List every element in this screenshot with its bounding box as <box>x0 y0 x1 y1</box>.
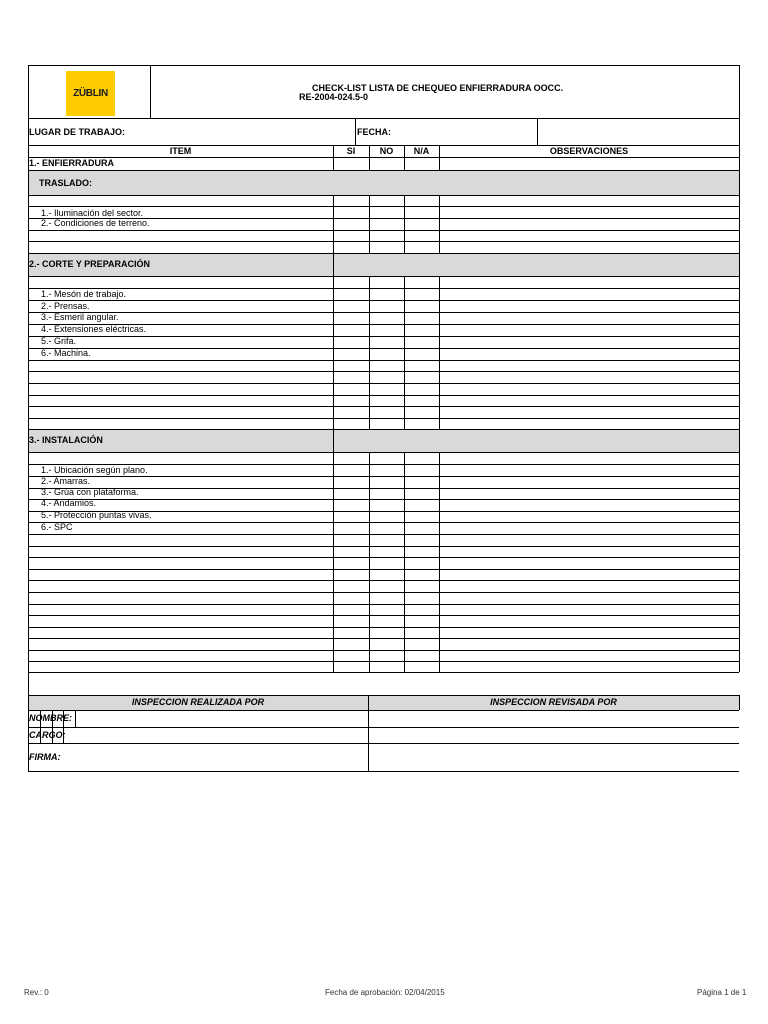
item-s1-1: 1.- Iluminación del sector. <box>41 208 144 218</box>
grid-row-line <box>28 580 739 581</box>
grid-column-line <box>439 276 440 429</box>
grid-column-line <box>439 195 440 253</box>
grid-row-line <box>28 230 739 231</box>
nombre-label: NOMBRE: <box>29 713 72 723</box>
item-s3-3: 3.- Grúa con plataforma. <box>41 487 139 497</box>
grid-column-line <box>404 452 405 672</box>
grid-row-line <box>28 569 739 570</box>
item-s2-6: 6.- Machina. <box>41 348 91 358</box>
grid-row-line <box>28 206 739 207</box>
lugar-label: LUGAR DE TRABAJO: <box>29 127 125 137</box>
grid-row-line <box>28 604 739 605</box>
col-no: NO <box>379 146 394 156</box>
logo-text: ZÜBLIN <box>73 88 108 99</box>
section-1-subtitle: TRASLADO: <box>39 178 92 188</box>
grid-column-line <box>333 195 334 253</box>
col-item: ITEM <box>169 146 192 156</box>
item-s2-2: 2.- Prensas. <box>41 301 90 311</box>
grid-row-line <box>28 546 739 547</box>
grid-column-line <box>404 145 405 170</box>
footer-fecha-aprobacion: Fecha de aprobación: 02/04/2015 <box>325 988 445 997</box>
grid-row-line <box>28 476 739 477</box>
grid-row-line <box>28 592 739 593</box>
zublin-logo <box>66 71 115 116</box>
sig-small-divider-4 <box>75 710 76 727</box>
grid-column-line <box>333 276 334 429</box>
col-si: SI <box>346 146 356 156</box>
col-observaciones: OBSERVACIONES <box>549 146 629 156</box>
grid-row-line <box>28 383 739 384</box>
grid-column-line <box>439 145 440 170</box>
grid-row-line <box>28 627 739 628</box>
item-s3-4: 4.- Andamios. <box>41 498 97 508</box>
item-s3-6: 6.- SPC <box>41 522 73 532</box>
grid-row-line <box>28 288 739 289</box>
grid-row-line <box>28 418 739 419</box>
grid-column-line <box>369 195 370 253</box>
grid-row-line <box>28 672 739 673</box>
header-top-border <box>28 65 739 66</box>
section-band-2-right <box>333 253 739 276</box>
grid-column-line <box>439 452 440 672</box>
section-band-traslado <box>28 170 739 195</box>
section-band-3-right <box>333 429 739 452</box>
grid-left-border <box>28 158 29 672</box>
grid-row-line <box>28 615 739 616</box>
sig-right-border <box>739 695 740 710</box>
grid-column-line <box>333 452 334 672</box>
col-na: N/A <box>413 146 430 156</box>
section-3-title: 3.- INSTALACIÓN <box>29 435 103 445</box>
document-title: CHECK-LIST LISTA DE CHEQUEO ENFIERRADURA OOCC. <box>312 83 564 93</box>
grid-row-line <box>28 499 739 500</box>
grid-row-line <box>28 557 739 558</box>
grid-right-border <box>739 158 740 672</box>
grid-row-line <box>28 170 739 171</box>
grid-row-line <box>28 241 739 242</box>
grid-row-line <box>28 406 739 407</box>
sig-bottom-border <box>28 771 739 772</box>
grid-row-line <box>28 638 739 639</box>
section-3-divider <box>333 429 334 452</box>
inspeccion-revisada-label: INSPECCION REVISADA POR <box>490 697 617 707</box>
footer-pagina: Página 1 de 1 <box>697 988 747 997</box>
inspeccion-realizada-label: INSPECCION REALIZADA POR <box>131 697 265 707</box>
grid-row-line <box>28 312 739 313</box>
grid-row-line <box>28 336 739 337</box>
item-s2-3: 3.- Esmeril angular. <box>41 312 119 322</box>
section-2-divider <box>333 253 334 276</box>
grid-row-line <box>28 661 739 662</box>
section-2-title: 2.- CORTE Y PREPARACIÓN <box>29 259 151 269</box>
item-s1-2: 2.- Condiciones de terreno. <box>41 218 150 228</box>
grid-row-line <box>28 395 739 396</box>
firma-label: FIRMA: <box>29 752 61 762</box>
item-s2-5: 5.- Grifa. <box>41 336 77 346</box>
grid-row-line <box>28 348 739 349</box>
logo-divider <box>150 65 151 118</box>
grid-row-line <box>28 429 739 430</box>
grid-column-line <box>369 452 370 672</box>
item-s2-1: 1.- Mesón de trabajo. <box>41 289 127 299</box>
cargo-label: CARGO: <box>29 730 66 740</box>
grid-row-line <box>28 360 739 361</box>
grid-row-line <box>28 276 739 277</box>
grid-column-line <box>404 276 405 429</box>
sig-cargo-bottom <box>28 743 739 744</box>
grid-column-line <box>369 145 370 170</box>
sig-header-bottom <box>28 710 739 711</box>
grid-row-line <box>28 371 739 372</box>
section-1-title: 1.- ENFIERRADURA <box>29 158 115 168</box>
grid-column-line <box>404 195 405 253</box>
document-code: RE-2004-024.5-0 <box>299 92 369 102</box>
grid-row-line <box>28 300 739 301</box>
grid-row-line <box>28 522 739 523</box>
grid-row-line <box>28 650 739 651</box>
grid-column-line <box>333 145 334 170</box>
item-s3-2: 2.- Amarras. <box>41 476 91 486</box>
fecha-label: FECHA: <box>357 127 391 137</box>
grid-row-line <box>28 452 739 453</box>
grid-row-line <box>28 253 739 254</box>
footer-rev: Rev.: 0 <box>24 988 49 997</box>
grid-row-line <box>28 534 739 535</box>
item-s3-1: 1.- Ubicación según plano. <box>41 465 148 475</box>
grid-row-line <box>28 157 739 158</box>
grid-row-line <box>28 195 739 196</box>
info-divider-2 <box>537 118 538 145</box>
right-border-top <box>739 65 740 158</box>
header-bottom-border <box>28 118 739 119</box>
sig-top-border <box>28 695 739 696</box>
item-s3-5: 5.- Protección puntas vivas. <box>41 510 152 520</box>
info-divider-1 <box>355 118 356 145</box>
item-s2-4: 4.- Extensiones eléctricas. <box>41 324 147 334</box>
grid-column-line <box>369 276 370 429</box>
sig-nombre-bottom <box>28 727 739 728</box>
